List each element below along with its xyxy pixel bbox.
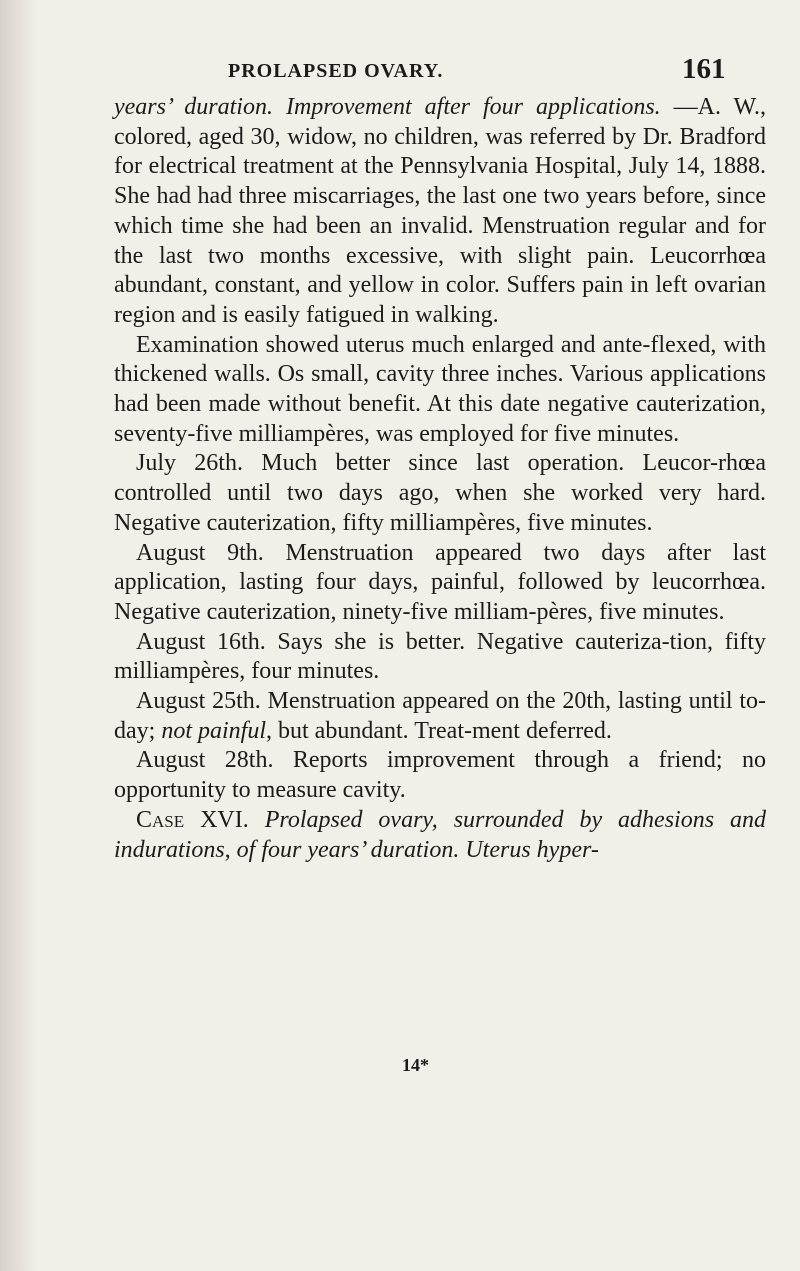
case-label: Case XVI. [136, 806, 249, 833]
running-head: PROLAPSED OVARY. [228, 60, 444, 82]
paragraph-4: August 9th. Menstruation appeared two days after last application, lasting four days, painful, followed by leucorrhœa. Negative cauterization, ninety-five milliam-pères, five minutes. [114, 539, 766, 625]
page-number: 161 [682, 53, 726, 85]
paragraph-1 [114, 93, 766, 331]
case-description: Prolapsed ovary, surrounded by adhesions and indurations, of four years’ duration. Uterus hyper- [114, 806, 767, 863]
paragraph-6-text-before: August 25th. Menstruation appeared on the 20th, lasting until to-day; [114, 688, 766, 744]
paragraph-3: July 26th. Much better since last operation. Leucor-rhœa controlled until two days ago, when she worked very hard. Negative cauterization, fifty milliampères, five minutes. [114, 450, 766, 536]
signature-mark: 14* [402, 1055, 429, 1075]
paragraph-5: August 16th. Says she is better. Negative cauteriza-tion, fifty milliampères, four minutes. [114, 628, 766, 685]
gutter-shadow [0, 0, 38, 1271]
paragraph-8 [114, 806, 766, 865]
paragraph-1-italic-opening: years’ duration. Improvement after four applications. [114, 94, 661, 120]
paragraph-1-text: —A. W., colored, aged 30, widow, no children, was referred by Dr. Bradford for electrical treatment at the Pennsylvania Hospital, July 14, 1888. She had had three miscarriages, the last one two years before, since which time she had been an invalid. Menstruation regular and for the last two months excessive, with slight pain. Leucorrhœa abundant, constant, and yellow in color. Suffers pain in left ovarian region and is easily fatigued in walking. [114, 94, 766, 328]
paragraph-6 [114, 687, 766, 746]
paragraph-7: August 28th. Reports improvement through a friend; no opportunity to measure cavity. [114, 747, 766, 804]
paragraph-6-italic: not painful [161, 717, 266, 744]
paragraph-6-text-after: , but abundant. Treat-ment deferred. [266, 717, 612, 744]
body-text [114, 93, 766, 865]
paragraph-2: Examination showed uterus much enlarged and ante-flexed, with thickened walls. Os small, cavity three inches. Various applications had been made without benefit. At this date negative cauterization, seventy-five milliampères, was employed for five minutes. [114, 331, 766, 447]
